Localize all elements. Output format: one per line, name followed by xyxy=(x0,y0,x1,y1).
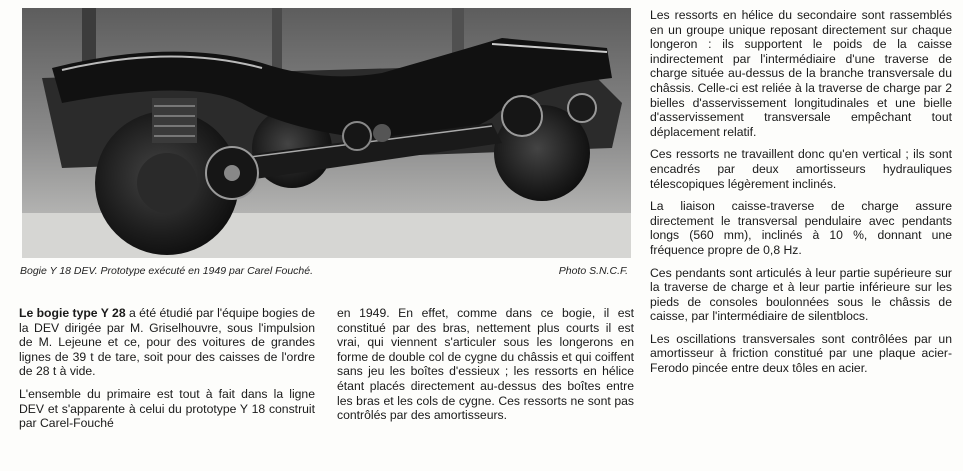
paragraph: L'ensemble du primaire est tout à fait dans la ligne DEV et s'apparente à celui du prototype Y 18 construit par Carel-Fouché xyxy=(19,386,315,431)
text-column-2 xyxy=(337,306,634,431)
photo-credit: Photo S.N.C.F. xyxy=(558,265,628,277)
paragraph: La liaison caisse-traverse de charge assure directement le transversal pendulaire avec pendants longs (560 mm), inclinés à 10 %, donnant une fréquence propre de 0,8 Hz. xyxy=(650,199,952,257)
paragraph: Les oscillations transversales sont contrôlées par un amortisseur à friction constitué par une plaque acier-Ferodo pincée entre deux tôles en acier. xyxy=(650,331,952,376)
paragraph: Ces ressorts ne travaillent donc qu'en vertical ; ils sont encadrés par deux amortisseurs hydrauliques télescopiques légèrement inclinés. xyxy=(650,147,952,191)
text-column-3 xyxy=(650,8,952,384)
paragraph: Ces pendants sont articulés à leur partie supérieure sur la traverse de charge et à leur partie inférieure sur les pieds de consoles boulonnées sous le châssis de caisse, par l'intermédiaire de silentblocs. xyxy=(650,265,952,324)
caption-text: Bogie Y 18 DEV. Prototype exécuté en 1949 par Carel Fouché. xyxy=(20,265,314,277)
bogie-illustration xyxy=(22,8,631,258)
paragraph-text: a été étudié par l'équipe bogies de la DEV dirigée par M. Griselhouvre, sous l'impulsion de M. Lejeune et ce, pour des voitures de grandes lignes de 39 t de tare, soit pour des caisses de l'ordre de 28 t à vide. xyxy=(19,306,315,379)
photo-caption xyxy=(20,264,632,278)
text-column-1 xyxy=(19,306,315,439)
lead-term: Le bogie type Y 28 xyxy=(19,306,126,320)
bogie-photo xyxy=(22,8,631,258)
paragraph: Les ressorts en hélice du secondaire sont rassemblés en un groupe unique reposant directement sur chaque longeron : ils supportent le poids de la caisse indirectement par l'intermédiaire d'une traverse de charge située au-dessus de la branche transversale du châssis. Celle-ci est reliée à la traverse de charge par 2 bielles d'asservissement longitudinales et une bielle d'asservissement transversale empêchant tout déplacement relatif. xyxy=(650,8,952,139)
paragraph xyxy=(19,306,315,379)
paragraph: en 1949. En effet, comme dans ce bogie, il est constitué par des bras, nettement plus courts il est vrai, qui viennent s'articuler sous les longerons en forme de double col de cygne du châssis et qui coiffent sans jeu les boîtes d'essieux ; les ressorts en hélice étant placés directement au-dessus des boîtes entre les bras et les cols de cygne. Ces ressorts ne sont pas contrôlés par des amortisseurs. xyxy=(337,306,634,423)
